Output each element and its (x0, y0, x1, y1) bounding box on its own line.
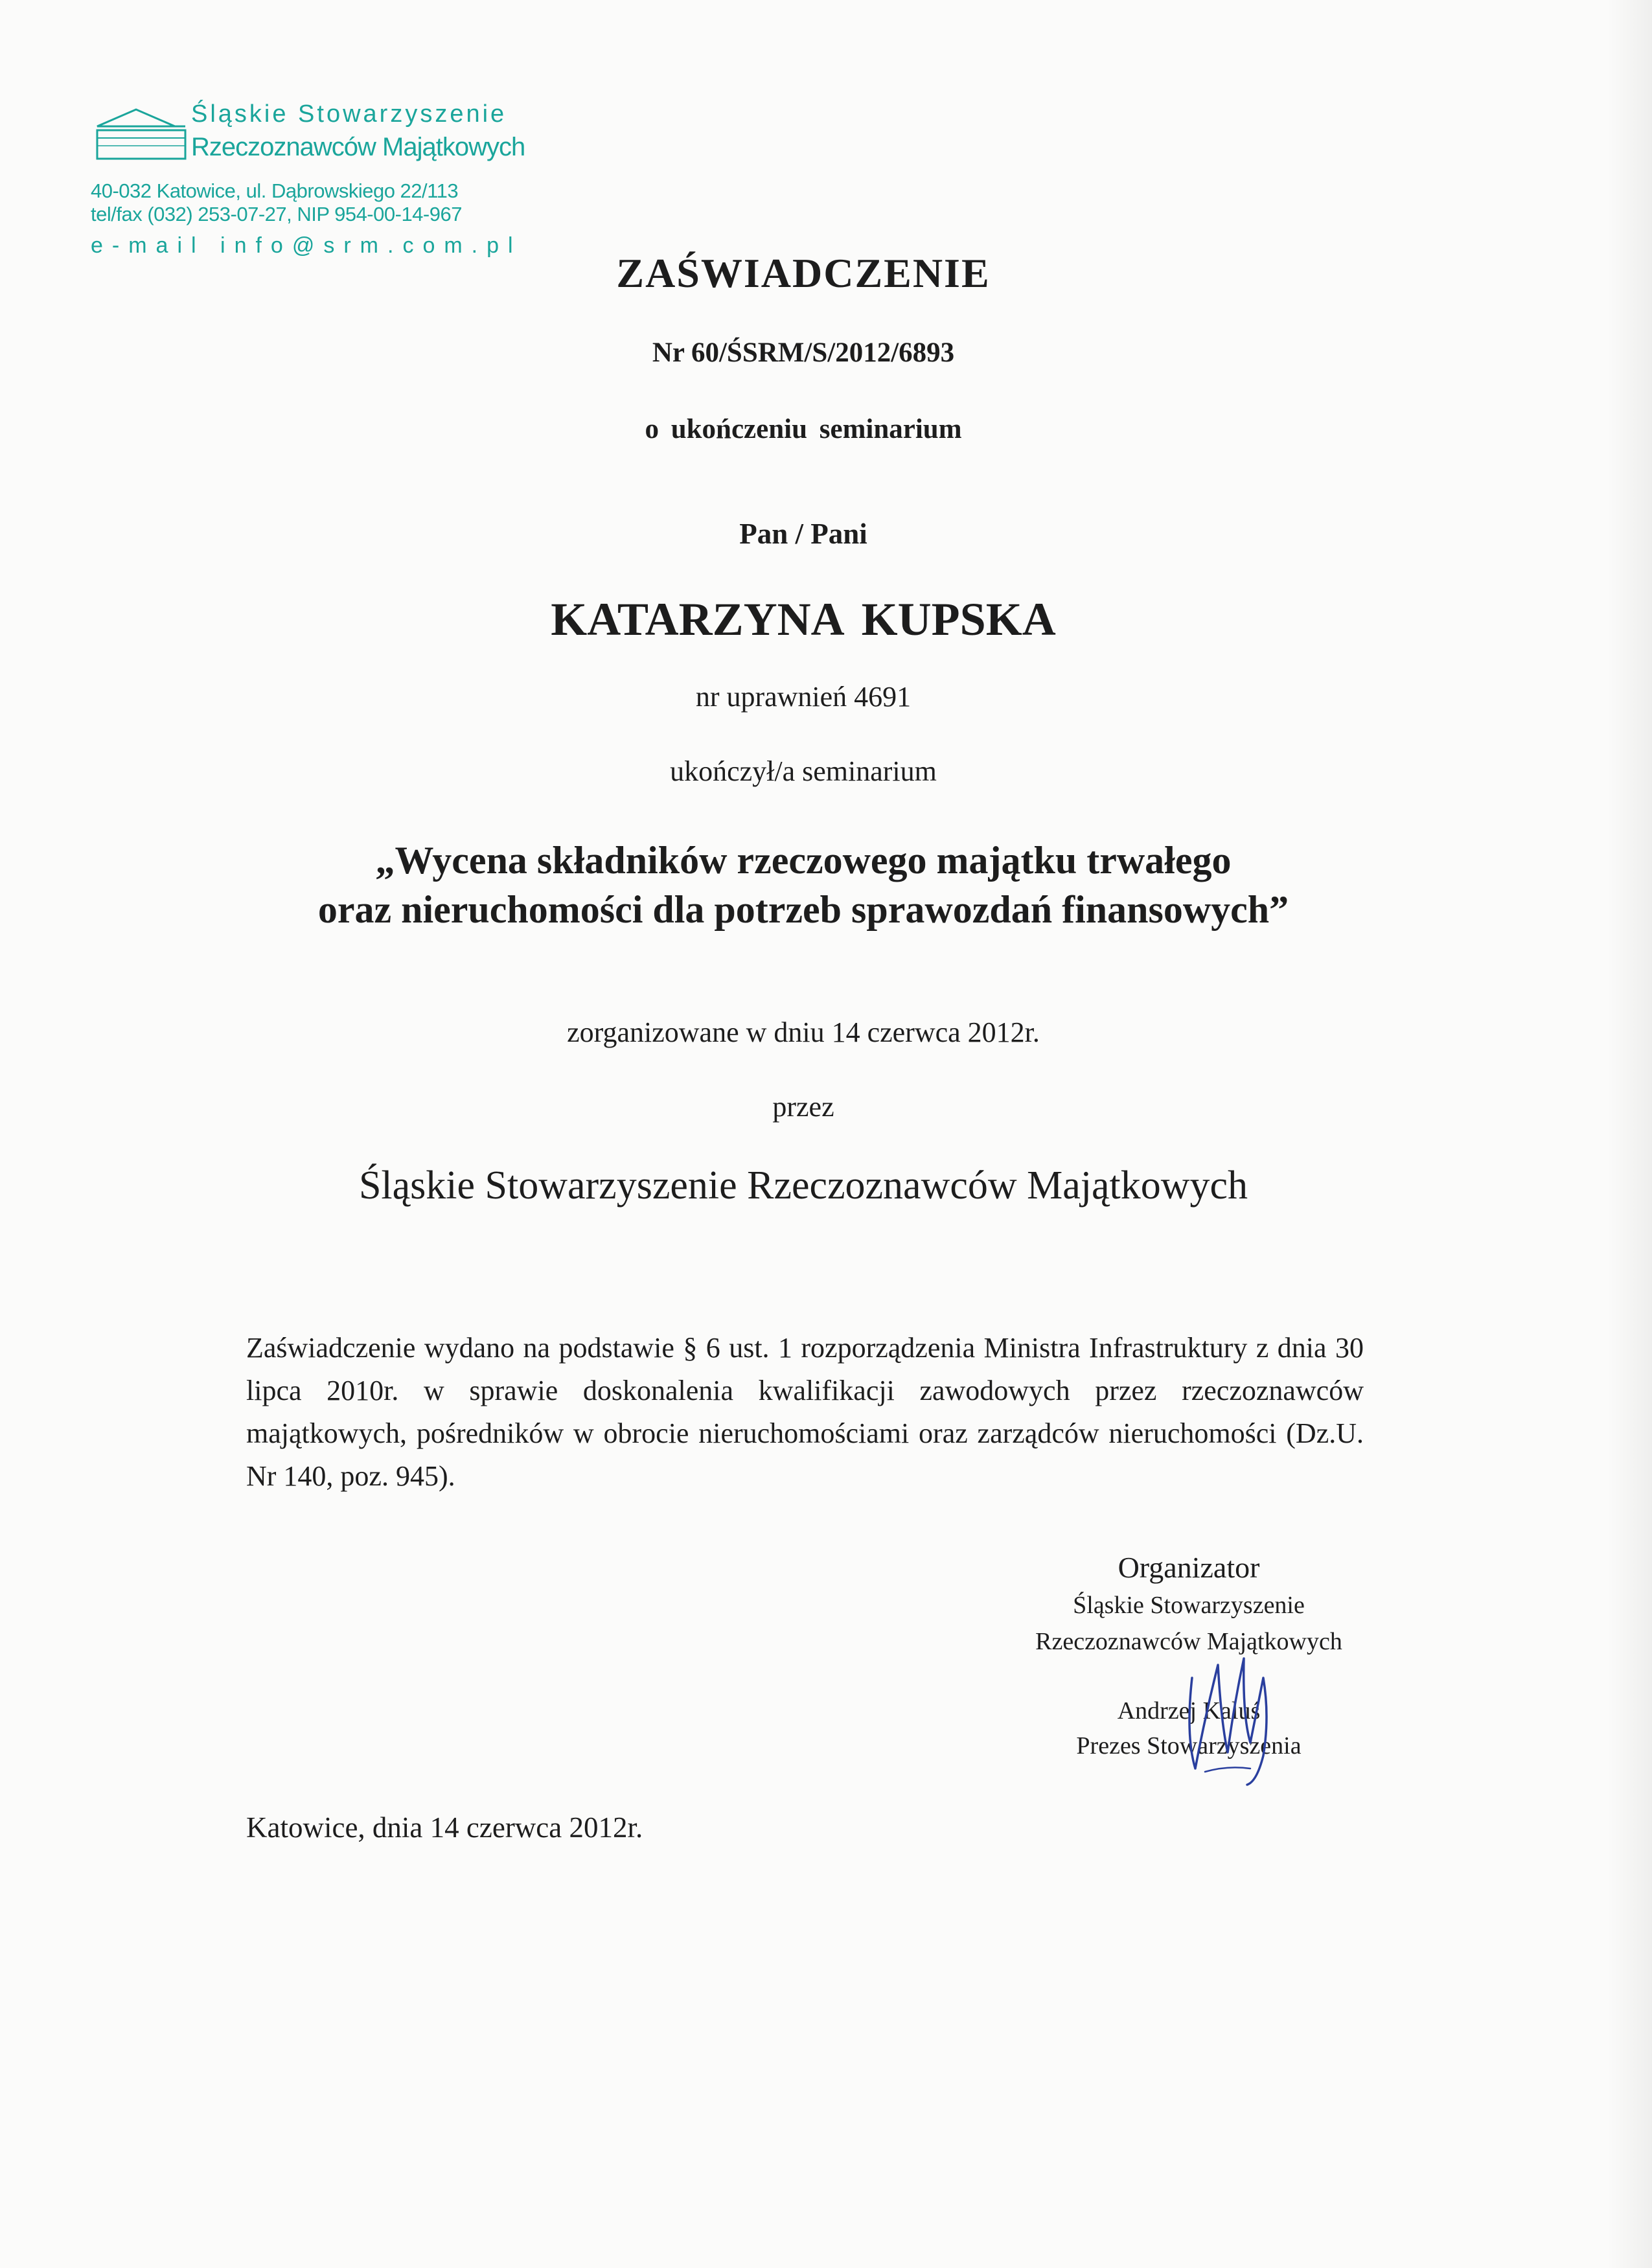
signature-org-line1: Śląskie Stowarzyszenie (1073, 1592, 1305, 1619)
scan-edge-shadow (1607, 0, 1652, 2268)
stamp-address-line2: tel/fax (032) 253-07-27, NIP 954-00-14-967 (91, 203, 462, 225)
place-and-date: Katowice, dnia 14 czerwca 2012r. (246, 1811, 643, 1844)
organizer-name: Śląskie Stowarzyszenie Rzeczoznawców Majątkowych (358, 1163, 1248, 1208)
stamp-email: e-mail info@srm.com.pl (91, 233, 522, 258)
stamp-address (91, 179, 462, 226)
seminar-title-line2: oraz nieruchomości dla potrzeb sprawozdań finansowych” (317, 888, 1289, 931)
seminar-date: zorganizowane w dniu 14 czerwca 2012r. (567, 1016, 1040, 1048)
signatory-title: Prezes Stowarzyszenia (1076, 1732, 1302, 1759)
stamp-address-line1: 40-032 Katowice, ul. Dąbrowskiego 22/113 (91, 179, 459, 202)
by-line: przez (772, 1091, 834, 1123)
license-number: nr uprawnień 4691 (695, 681, 912, 713)
recipient-name: KATARZYNA KUPSKA (551, 593, 1056, 645)
handwritten-signature (1166, 1639, 1296, 1794)
legal-basis-paragraph: Zaświadczenie wydano na podstawie § 6 ust. 1 rozporządzenia Ministra Infrastruktury z dnia 30 lipca 2010r. w sprawie doskonalenia kwalifikacji zawodowych przez rzeczoznawców majątkowych, pośredników w obrocie nieruchomościami oraz zarządców nieruchomości (Dz.U. Nr 140, poz. 945). (246, 1332, 1364, 1492)
stamp-name-line2: Rzeczoznawców Majątkowych (191, 133, 525, 161)
document-title: ZAŚWIADCZENIE (616, 250, 991, 296)
salutation: Pan / Pani (739, 518, 867, 550)
seminar-title-line1: „Wycena składników rzeczowego majątku trwałego (375, 839, 1232, 882)
seminar-title (0, 836, 1607, 934)
certificate-subject: o ukończeniu seminarium (645, 414, 962, 444)
association-logo-icon (91, 107, 188, 162)
stamp-name-line1: Śląskie Stowarzyszenie (191, 100, 507, 128)
certificate-number: Nr 60/ŚSRM/S/2012/6893 (652, 338, 955, 368)
signature-role: Organizator (1118, 1551, 1260, 1584)
signatory-name: Andrzej Kaluś (1117, 1697, 1261, 1724)
completed-line: ukończył/a seminarium (670, 755, 937, 787)
signature-org-line2: Rzeczoznawców Majątkowych (1035, 1628, 1342, 1655)
